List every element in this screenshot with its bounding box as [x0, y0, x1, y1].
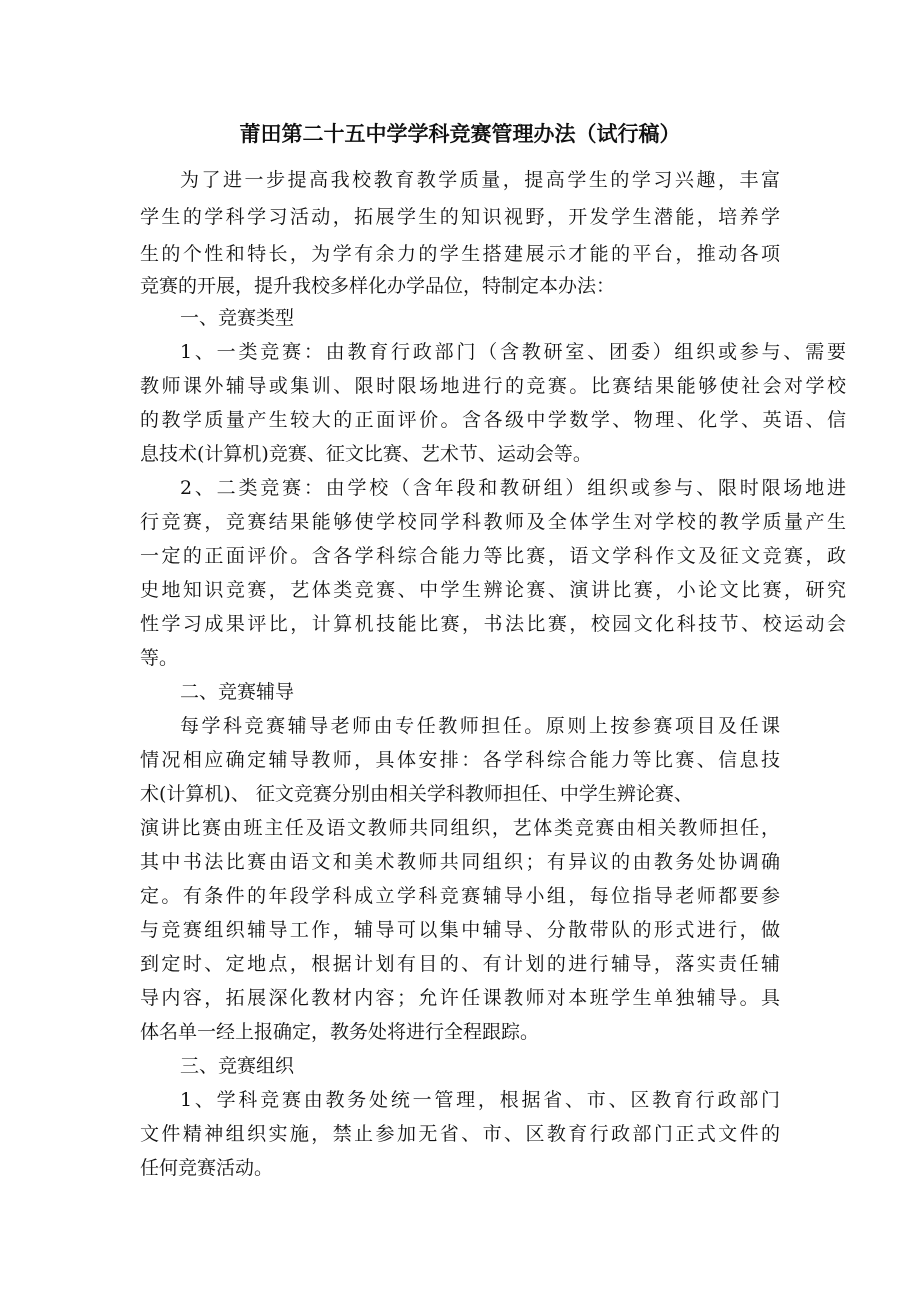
- text-line: 学生的学科学习活动，拓展学生的知识视野，开发学生潜能，培养学: [140, 206, 780, 228]
- text-line: 史地知识竞赛，艺体类竞赛、中学生辨论赛、演讲比赛，小论文比赛，研究: [140, 579, 846, 601]
- text-line: 演讲比赛由班主任及语文教师共同组织，艺体类竞赛由相关教师担任，: [140, 817, 780, 839]
- text-line: 任何竞赛活动。: [140, 1157, 274, 1179]
- text-line: 等。: [140, 647, 179, 669]
- text-line: 性学习成果评比，计算机技能比赛，书法比赛，校园文化科技节、校运动会: [140, 613, 846, 635]
- document-title: 莆田第二十五中学学科竞赛管理办法（试行稿）: [239, 121, 681, 146]
- section-heading: 一、竞赛类型: [180, 307, 295, 329]
- text-line: 导内容，拓展深化教材内容；允许任课教师对本班学生单独辅导。具: [140, 987, 780, 1009]
- text-line: 到定时、定地点，根据计划有目的、有计划的进行辅导，落实责任辅: [140, 953, 780, 975]
- section-heading: 二、竞赛辅导: [180, 681, 295, 703]
- text-line: 竞赛的开展，提升我校多样化办学品位，特制定本办法：: [140, 275, 616, 297]
- text-line: 行竞赛，竞赛结果能够使学校同学科教师及全体学生对学校的教学质量产生: [140, 511, 846, 533]
- text-line: 定。有条件的年段学科成立学科竞赛辅导小组，每位指导老师都要参: [140, 885, 780, 907]
- text-line: 1、一类竞赛：由教育行政部门（含教研室、团委）组织或参与、需要: [180, 341, 846, 363]
- text-line: 教师课外辅导或集训、限时限场地进行的竞赛。比赛结果能够使社会对学校: [140, 375, 846, 397]
- section-heading: 三、竞赛组织: [180, 1055, 295, 1077]
- text-line: 息技术(计算机)竞赛、征文比赛、艺术节、运动会等。: [140, 443, 592, 465]
- text-line: 为了进一步提高我校教育教学质量，提高学生的学习兴趣，丰富: [180, 169, 780, 191]
- text-line: 体名单一经上报确定，教务处将进行全程跟踪。: [140, 1021, 540, 1043]
- text-line: 1、学科竞赛由教务处统一管理，根据省、市、区教育行政部门: [180, 1089, 780, 1111]
- text-line: 其中书法比赛由语文和美术教师共同组织；有异议的由教务处协调确: [140, 851, 780, 873]
- text-line: 一定的正面评价。含各学科综合能力等比赛，语文学科作文及征文竞赛，政: [140, 545, 846, 567]
- text-line: 生的个性和特长，为学有余力的学生搭建展示才能的平台，推动各项: [140, 243, 780, 265]
- text-line: 文件精神组织实施，禁止参加无省、市、区教育行政部门正式文件的: [140, 1123, 780, 1145]
- text-line: 2、二类竞赛：由学校（含年段和教研组）组织或参与、限时限场地进: [180, 477, 846, 499]
- text-line: 术(计算机)、 征文竞赛分别由相关学科教师担任、中学生辨论赛、: [140, 783, 693, 805]
- text-line: 每学科竞赛辅导老师由专任教师担任。原则上按参赛项目及任课: [180, 715, 780, 737]
- text-line: 情况相应确定辅导教师，具体安排：各学科综合能力等比赛、信息技: [140, 749, 780, 771]
- text-line: 与竞赛组织辅导工作，辅导可以集中辅导、分散带队的形式进行，做: [140, 919, 780, 941]
- text-line: 的教学质量产生较大的正面评价。含各级中学数学、物理、化学、英语、信: [140, 409, 846, 431]
